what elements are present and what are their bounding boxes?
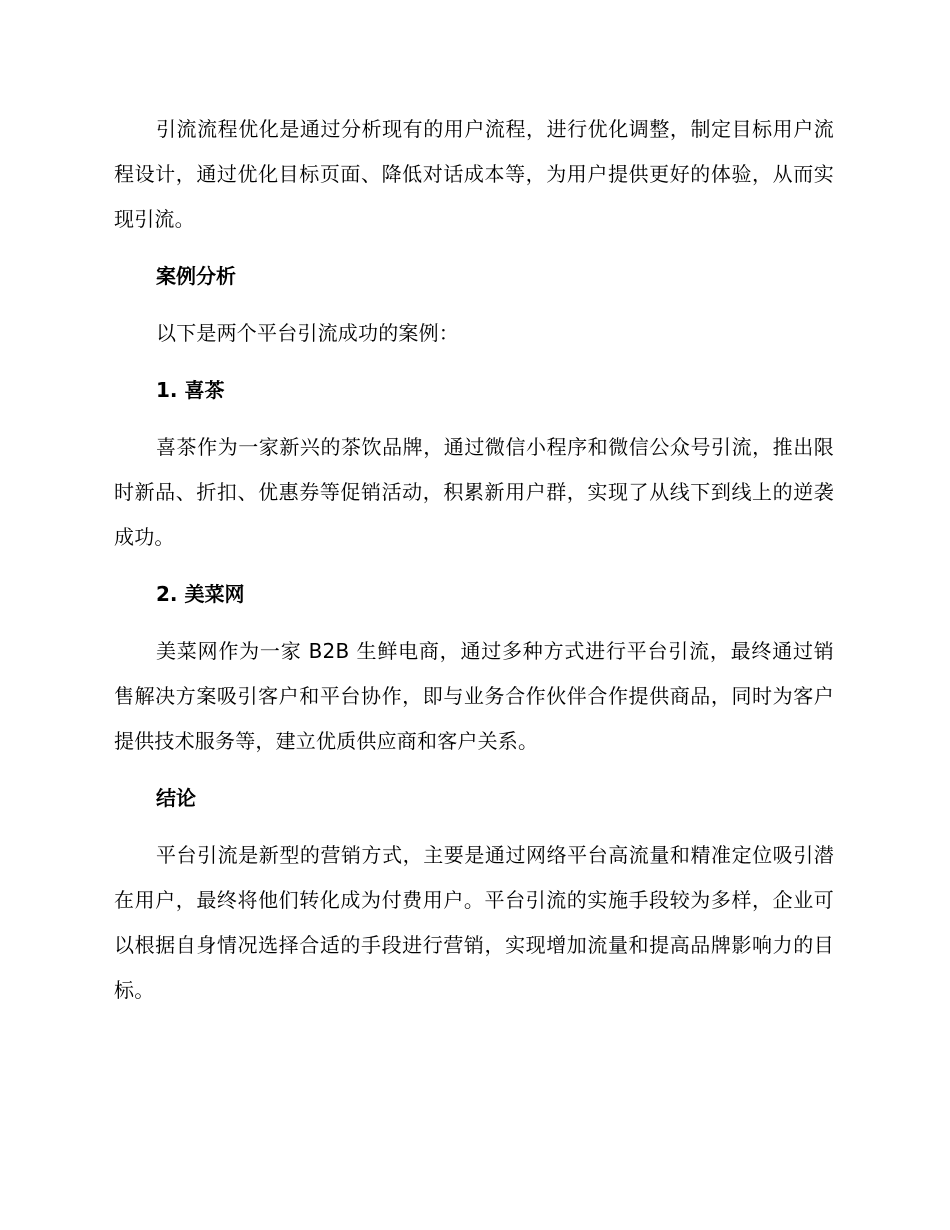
- case1-paragraph: 喜茶作为一家新兴的茶饮品牌，通过微信小程序和微信公众号引流，推出限时新品、折扣、优惠券等促销活动，积累新用户群，实现了从线下到线上的逆袭成功。: [114, 435, 834, 549]
- case2-heading: 2. 美菜网: [156, 582, 245, 606]
- document-body: [114, 107, 834, 1013]
- case1-heading: 1. 喜茶: [156, 378, 225, 402]
- conclusion-paragraph: 平台引流是新型的营销方式，主要是通过网络平台高流量和精准定位吸引潜在用户，最终将他们转化成为付费用户。平台引流的实施手段较为多样，企业可以根据自身情况选择合适的手段进行营销，实现增加流量和提高品牌影响力的目标。: [114, 843, 834, 1002]
- case-intro-paragraph: 以下是两个平台引流成功的案例：: [156, 321, 459, 345]
- conclusion-heading: 结论: [156, 786, 196, 810]
- case-analysis-heading: 案例分析: [156, 264, 236, 288]
- intro-paragraph: 引流流程优化是通过分析现有的用户流程，进行优化调整，制定目标用户流程设计，通过优化目标页面、降低对话成本等，为用户提供更好的体验，从而实现引流。: [114, 117, 834, 231]
- case2-paragraph: 美菜网作为一家 B2B 生鲜电商，通过多种方式进行平台引流，最终通过销售解决方案吸引客户和平台协作，即与业务合作伙伴合作提供商品，同时为客户提供技术服务等，建立优质供应商和客户关系。: [114, 639, 834, 753]
